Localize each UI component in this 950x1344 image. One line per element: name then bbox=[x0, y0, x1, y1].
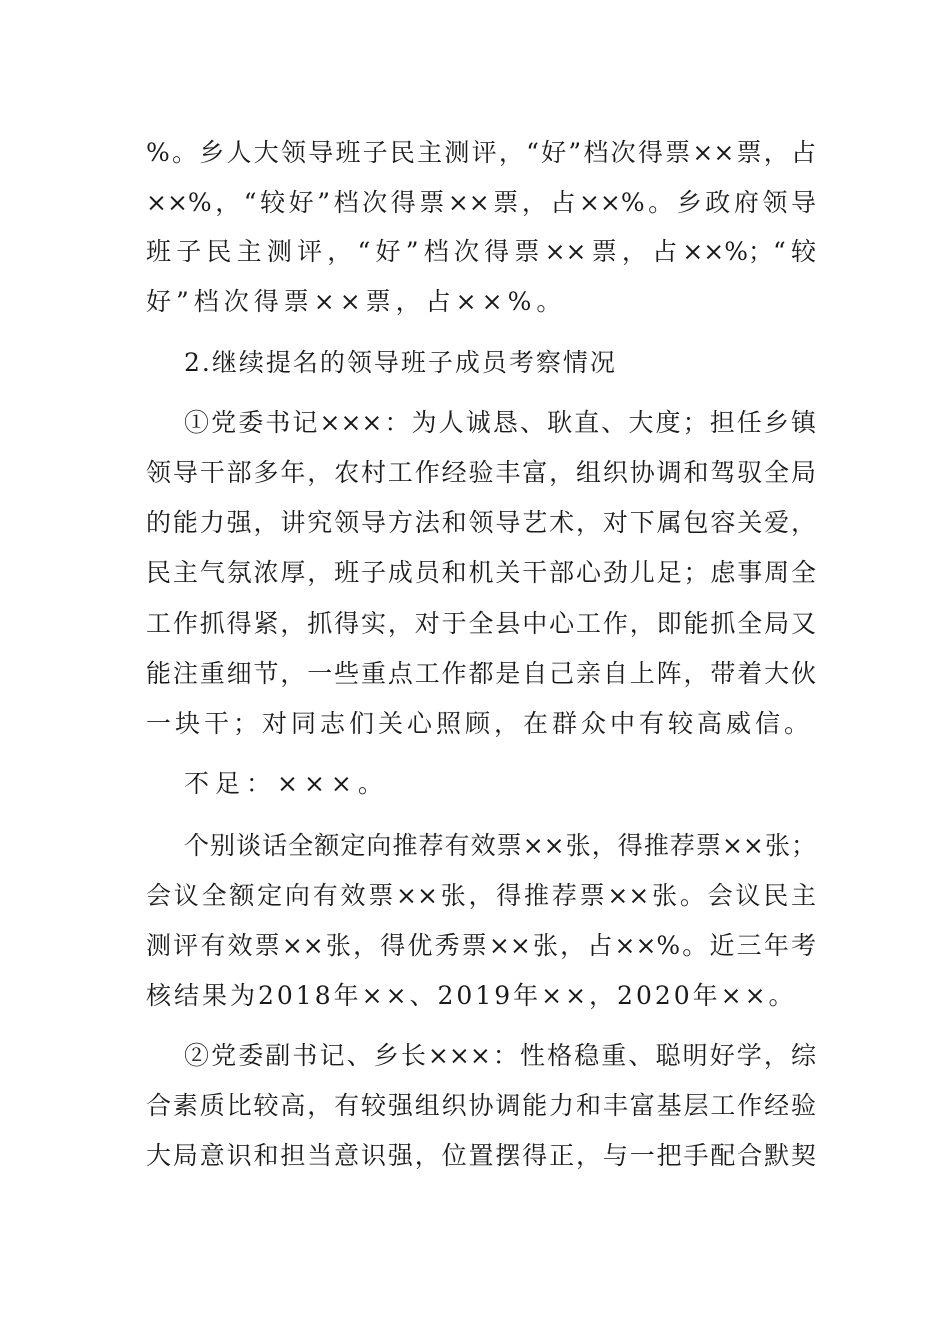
body-line: 大局意识和担当意识强，位置摆得正，与一把手配合默契 bbox=[146, 1141, 816, 1170]
body-line: 测评有效票××张，得优秀票××张，占××%。近三年考 bbox=[146, 931, 816, 960]
body-line: 不足：×××。 bbox=[184, 769, 389, 798]
body-line: 好”档次得票××票，占××%。 bbox=[146, 287, 567, 316]
body-line: 的能力强，讲究领导方法和领导艺术，对下属包容关爱， bbox=[146, 508, 816, 537]
body-line: 核结果为2018年××、2019年××，2020年××。 bbox=[146, 981, 797, 1010]
body-line: ①党委书记×××：为人诚恳、耿直、大度；担任乡镇 bbox=[184, 408, 816, 437]
body-line: 领导干部多年，农村工作经验丰富，组织协调和驾驭全局 bbox=[146, 458, 816, 487]
section-heading: 2.继续提名的领导班子成员考察情况 bbox=[184, 348, 617, 377]
body-line: 工作抓得紧，抓得实，对于全县中心工作，即能抓全局又 bbox=[146, 609, 816, 638]
body-line: 民主气氛浓厚，班子成员和机关干部心劲儿足；虑事周全 bbox=[146, 558, 816, 587]
body-line: 班子民主测评，“好”档次得票××票，占××%；“较 bbox=[146, 237, 816, 266]
body-line: ××%，“较好”档次得票××票，占××%。乡政府领导 bbox=[146, 188, 816, 217]
body-line: 能注重细节，一些重点工作都是自己亲自上阵，带着大伙 bbox=[146, 659, 816, 688]
body-line: 一块干；对同志们关心照顾，在群众中有较高威信。 bbox=[146, 709, 814, 738]
body-line: ②党委副书记、乡长×××：性格稳重、聪明好学，综 bbox=[184, 1041, 816, 1070]
body-line: %。乡人大领导班子民主测评，“好”档次得票××票，占 bbox=[146, 138, 816, 167]
body-line: 个别谈话全额定向推荐有效票××张，得推荐票××张； bbox=[184, 831, 816, 860]
body-line: 会议全额定向有效票××张，得推荐票××张。会议民主 bbox=[146, 881, 816, 910]
body-line: 合素质比较高，有较强组织协调能力和丰富基层工作经验 bbox=[146, 1091, 816, 1120]
